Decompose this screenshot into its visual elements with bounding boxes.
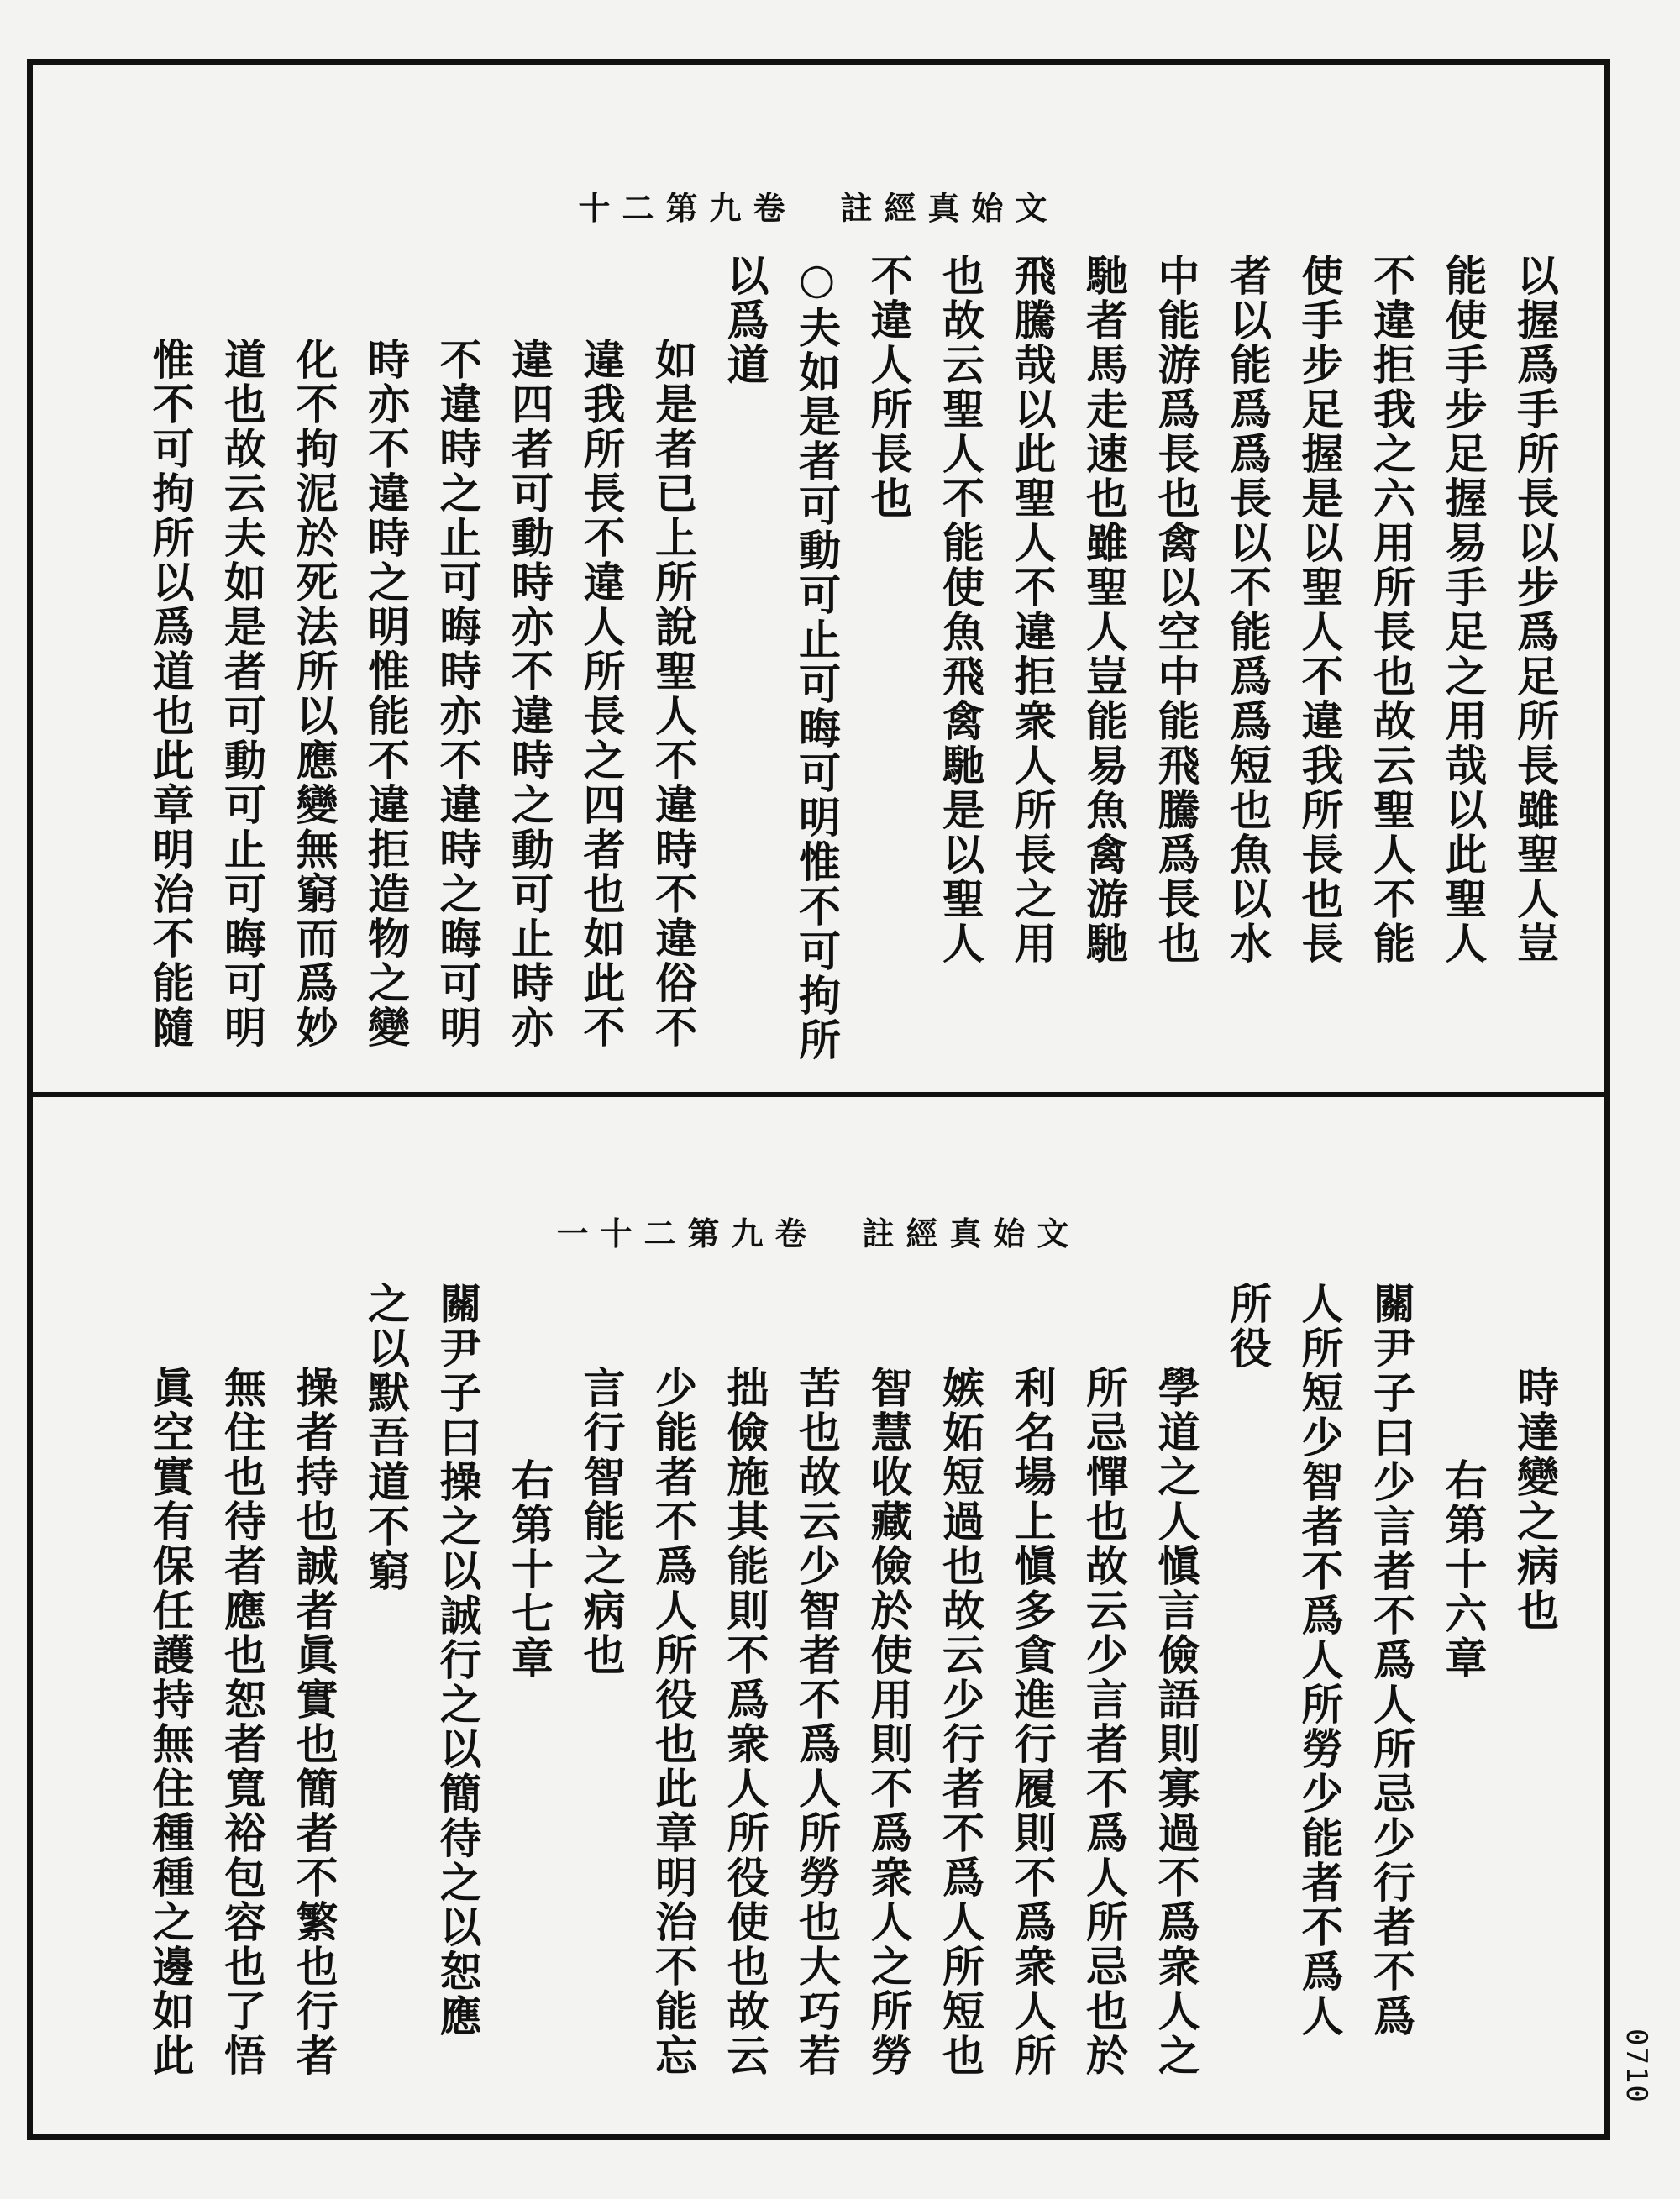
bottom-page-text <box>134 1282 1571 2088</box>
top-page <box>33 65 1604 1092</box>
text-column: 學道之人愼言儉語則寡過不爲衆人之 <box>1151 1366 1201 2078</box>
text-column: 利名場上愼多貪進行履則不爲衆人所 <box>1007 1366 1058 2078</box>
text-column: 拙儉施其能則不爲衆人所役使也故云 <box>720 1366 770 2078</box>
top-page-header: 文始真經註 卷九第二十 <box>578 189 1059 227</box>
text-column: 也故云聖人不能使魚飛禽馳是以聖人 <box>936 254 985 966</box>
text-column: 操者持也誠者眞實也簡者不繁也行者 <box>289 1366 339 2078</box>
text-column: 所役 <box>1223 1282 1273 1371</box>
text-column: 關尹子曰少言者不爲人所忌少行者不爲 <box>1367 1282 1416 2039</box>
bottom-page-header: 文始真經註 卷九第二十一 <box>556 1215 1081 1252</box>
text-column: 之以默吾道不窮 <box>361 1282 411 1593</box>
text-column: 違我所長不違人所長之四者也如此不 <box>576 338 627 1050</box>
text-column: 言行智能之病也 <box>576 1366 627 1677</box>
text-column: 者以能爲爲長以不能爲爲短也魚以水 <box>1223 254 1273 966</box>
text-column: 使手步足握是以聖人不違我所長也長 <box>1294 254 1345 966</box>
text-column: 智慧收藏儉於使用則不爲衆人之所勞 <box>864 1366 914 2078</box>
text-column: 無住也待者應也恕者寬裕包容也了悟 <box>218 1366 267 2078</box>
text-column: 違四者可動時亦不違時之動可止時亦 <box>505 338 554 1050</box>
text-column: 關尹子曰操之以誠行之以簡待之以恕應 <box>433 1282 483 2039</box>
text-column: 時亦不違時之明惟能不違拒造物之變 <box>361 338 411 1050</box>
text-column: 苦也故云少智者不爲人所勞也大巧若 <box>792 1366 842 2078</box>
chapter-marker: 右第十六章 <box>1438 1458 1488 1681</box>
text-column: 馳者馬走速也雖聖人豈能易魚禽游馳 <box>1079 254 1129 966</box>
text-column: 嫉妬短過也故云少行者不爲人所短也 <box>936 1366 985 2078</box>
text-column: 道也故云夫如是者可動可止可晦可明 <box>218 338 267 1050</box>
text-column: 如是者已上所說聖人不違時不違俗不 <box>648 338 698 1050</box>
text-column: 少能者不爲人所役也此章明治不能忘 <box>648 1366 698 2078</box>
text-column: 化不拘泥於死法所以應變無窮而爲妙 <box>289 338 339 1050</box>
text-column: 惟不可拘所以爲道也此章明治不能隨 <box>145 338 196 1050</box>
text-column: 不違人所長也 <box>864 254 914 521</box>
text-column: 能使手步足握易手足之用哉以此聖人 <box>1438 254 1488 966</box>
bottom-page <box>33 1097 1604 2134</box>
text-column: ○夫如是者可動可止可晦可明惟不可拘所 <box>792 254 842 1063</box>
page-number: 0710 <box>1620 2028 1653 2104</box>
text-column: 時達變之病也 <box>1510 1366 1560 1633</box>
text-column: 以握爲手所長以步爲足所長雖聖人豈 <box>1510 254 1560 966</box>
text-column: 人所短少智者不爲人所勞少能者不爲人 <box>1294 1282 1345 2039</box>
text-column: 以爲道 <box>720 254 770 387</box>
chapter-marker: 右第十七章 <box>505 1458 554 1681</box>
text-column: 不違時之止可晦時亦不違時之晦可明 <box>433 338 483 1050</box>
text-column: 所忌憚也故云少言者不爲人所忌也於 <box>1079 1366 1129 2078</box>
text-column: 不違拒我之六用所長也故云聖人不能 <box>1367 254 1416 966</box>
text-column: 飛騰哉以此聖人不違拒衆人所長之用 <box>1007 254 1058 966</box>
text-column: 中能游爲長也禽以空中能飛騰爲長也 <box>1151 254 1201 966</box>
text-column: 眞空實有保任護持無住種種之邊如此 <box>145 1366 196 2078</box>
top-page-text <box>134 254 1571 1063</box>
